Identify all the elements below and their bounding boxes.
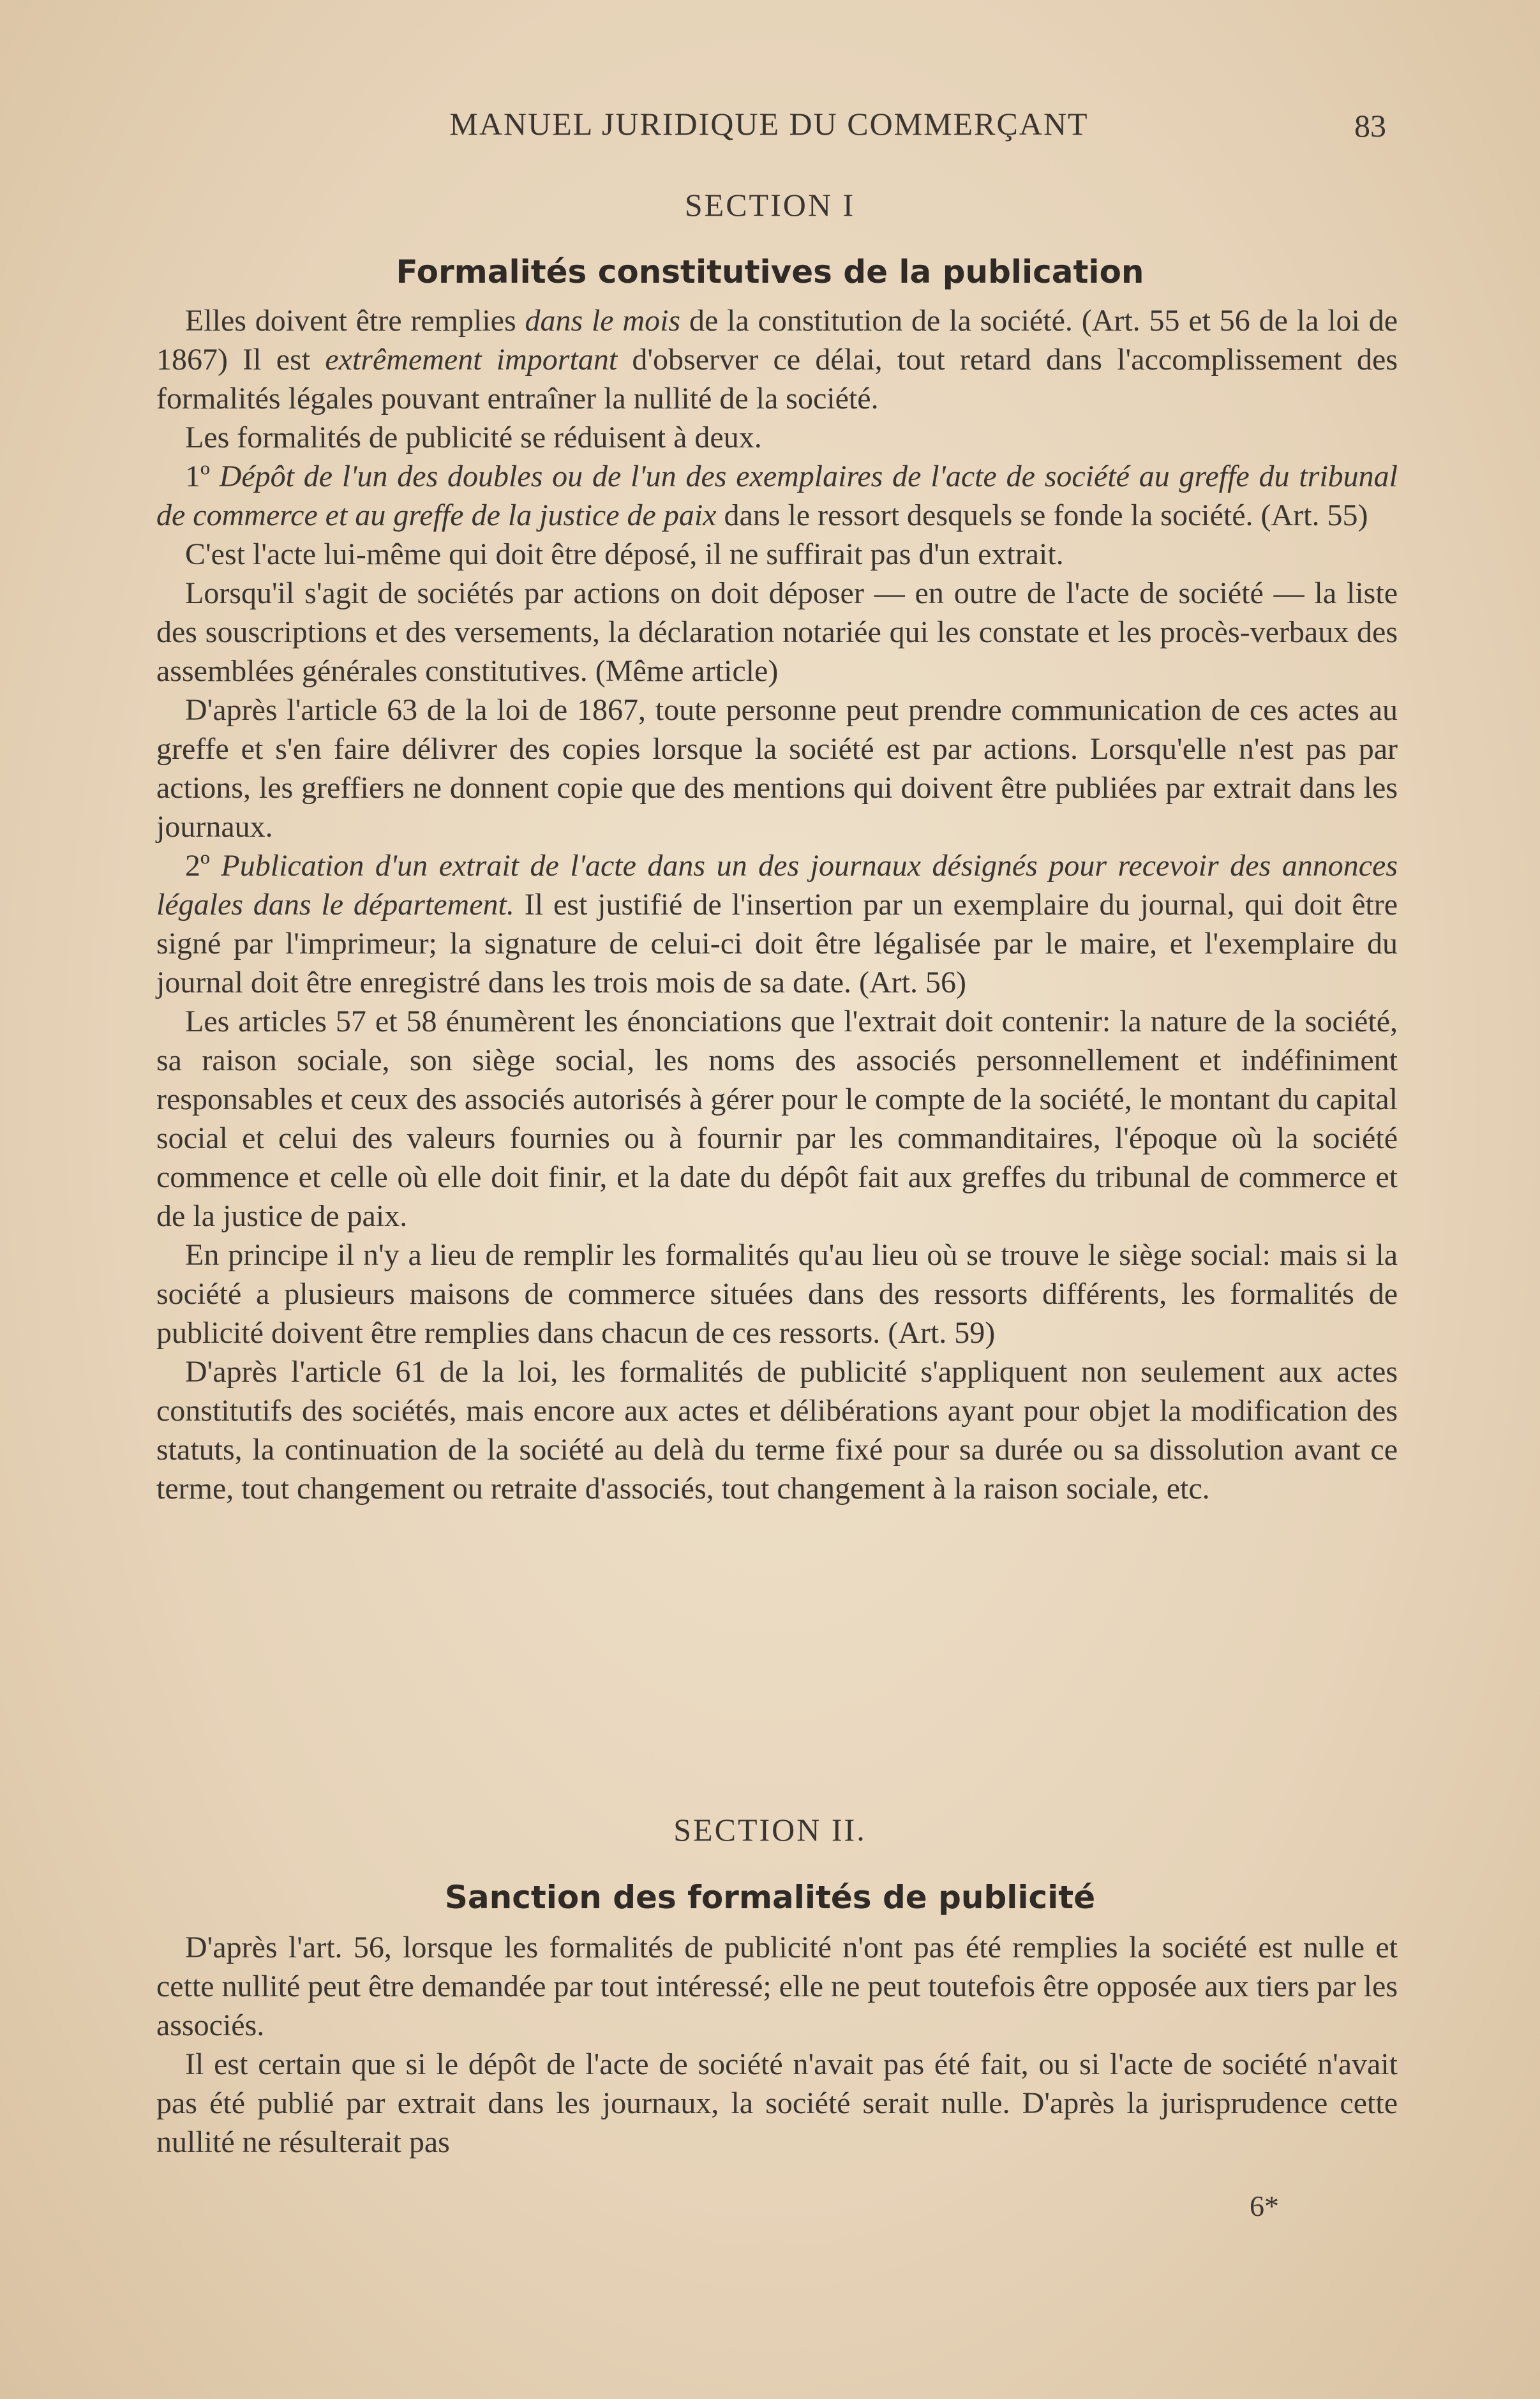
section-1-label: SECTION I [684, 187, 856, 223]
signature-mark: 6* [1250, 2190, 1279, 2222]
section-1-paragraph: Les articles 57 et 58 énumèrent les énonciations que l'extrait doit contenir: la nature de la société, sa raison sociale, son siège social, les noms des associés personnellement et indéfiniment responsables et ceux des associés autorisés à gérer pour le compte de la société, le montant du capital social et celui des valeurs fournies ou à fournir par les commanditaires, l'époque où la société commence et celle où elle doit finir, et la date du dépôt fait aux greffes du tribunal de commerce et de la justice de paix. [156, 1005, 1398, 1233]
section-1-paragraph: 2º Publication d'un extrait de l'acte dans un des journaux désignés pour recevoir des annonces légales dans le département. Il est justifié de l'insertion par un exemplaire du journal, qui doit être signé par l'imprimeur; la signature de celui-ci doit être légalisée par le maire, et l'exemplaire du journal doit être enregistré dans les trois mois de sa date. (Art. 56) [156, 849, 1398, 999]
section-1-paragraph: En principe il n'y a lieu de remplir les formalités qu'au lieu où se trouve le siège social: mais si la société a plusieurs maisons de commerce situées dans des ressorts différents, les formalités de publicité doivent être remplies dans chacun de ces ressorts. (Art. 59) [156, 1238, 1398, 1350]
section-1-title: Formalités constitutives de la publication [396, 253, 1144, 290]
section-1-paragraph: Lorsqu'il s'agit de sociétés par actions on doit déposer — en outre de l'acte de société — la liste des souscriptions et des versements, la déclaration notariée qui les constate et les procès-verbaux des assemblées générales constitutives. (Même article) [156, 576, 1398, 688]
section-1-paragraph: C'est l'acte lui-même qui doit être déposé, il ne suffirait pas d'un extrait. [185, 537, 1064, 571]
section-1-body [156, 301, 1398, 1508]
running-title: MANUEL JURIDIQUE DU COMMERÇANT [449, 106, 1089, 142]
section-2-body [156, 1928, 1398, 2162]
section-1-paragraph: Les formalités de publicité se réduisent à deux. [185, 421, 762, 454]
section-2-paragraph: D'après l'art. 56, lorsque les formalités de publicité n'ont pas été remplies la société est nulle et cette nullité peut être demandée par tout intéressé; elle ne peut toutefois être opposée aux tiers par les associés. [156, 1931, 1398, 2042]
section-2-paragraph: Il est certain que si le dépôt de l'acte de société n'avait pas été fait, ou si l'acte de société n'avait pas été publié par extrait dans les journaux, la société serait nulle. D'après la jurisprudence cette nullité ne résulterait pas [156, 2047, 1398, 2159]
section-2-label: SECTION II. [673, 1812, 867, 1848]
section-1-paragraph: D'après l'article 63 de la loi de 1867, toute personne peut prendre communication de ces actes au greffe et s'en faire délivrer des copies lorsque la société est par actions. Lorsqu'elle n'est pas par actions, les greffiers ne donnent copie que des mentions qui doivent être publiées par extrait dans les journaux. [156, 693, 1398, 844]
section-2-title: Sanction des formalités de publicité [444, 1879, 1096, 1916]
section-1-paragraph: 1º Dépôt de l'un des doubles ou de l'un des exemplaires de l'acte de société au greffe du tribunal de commerce et au greffe de la justice de paix dans le ressort desquels se fonde la société. (Art. 55) [156, 460, 1398, 532]
section-1-paragraph: Elles doivent être remplies dans le mois de la constitution de la société. (Art. 55 et 56 de la loi de 1867) Il est extrêmement important d'observer ce délai, tout retard dans l'accomplissement des formalités légales pouvant entraîner la nullité de la société. [156, 304, 1398, 415]
section-1-paragraph: D'après l'article 61 de la loi, les formalités de publicité s'appliquent non seulement aux actes constitutifs des sociétés, mais encore aux actes et délibérations ayant pour objet la modification des statuts, la continuation de la société au delà du terme fixé pour sa durée ou sa dissolution avant ce terme, tout changement ou retraite d'associés, tout changement à la raison sociale, etc. [156, 1355, 1398, 1506]
page-number: 83 [1354, 108, 1386, 144]
